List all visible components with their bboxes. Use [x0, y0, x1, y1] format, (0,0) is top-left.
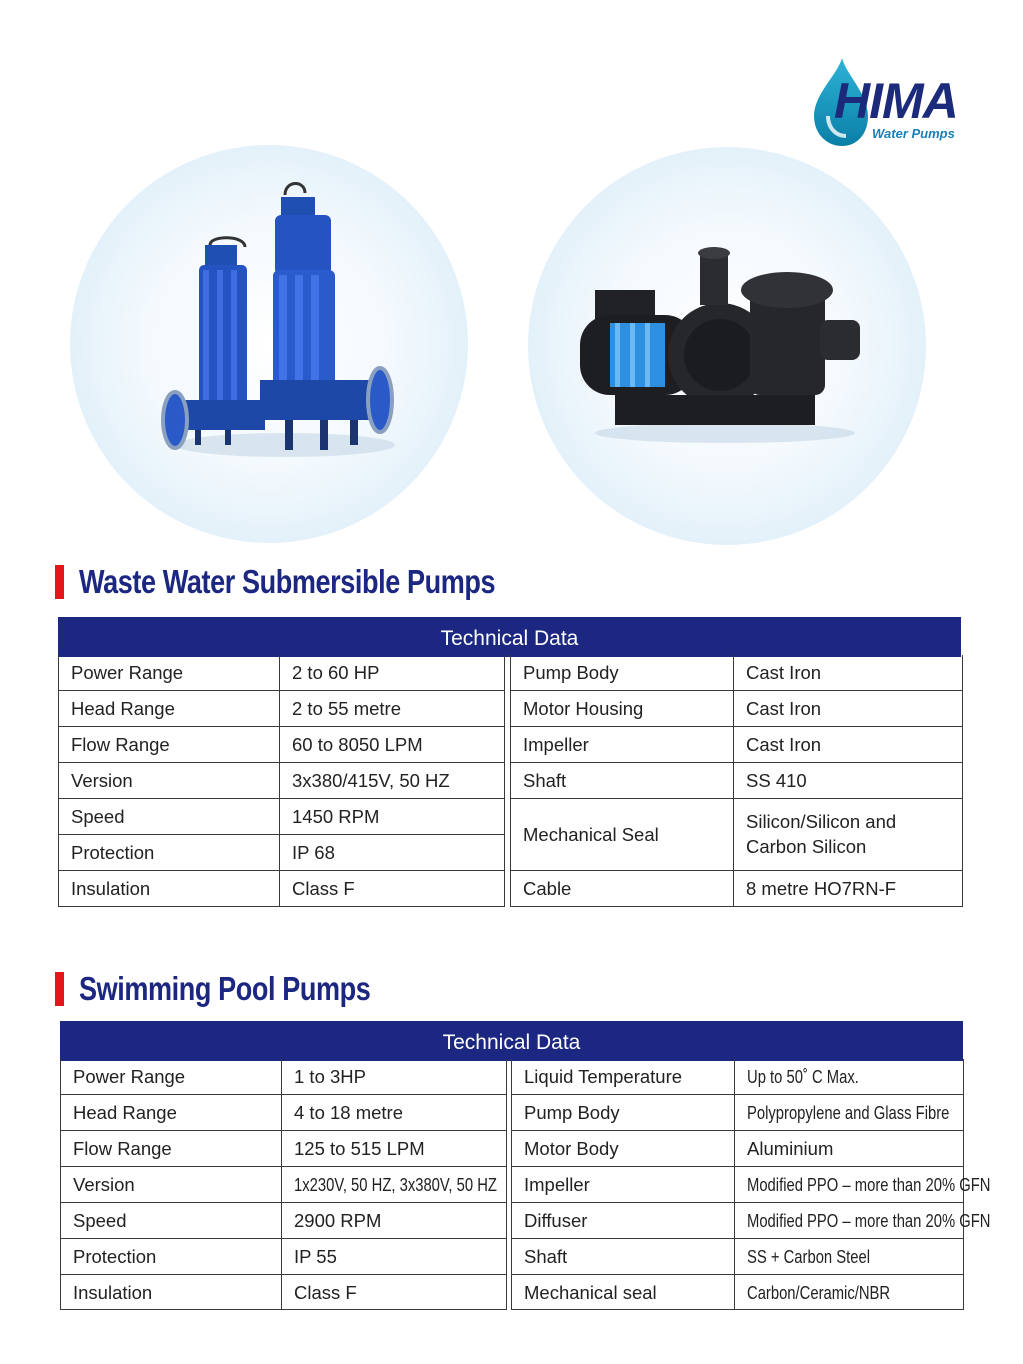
table-row: [59, 871, 504, 907]
spec-value: 1 to 3HP: [281, 1059, 506, 1094]
spec-value: 125 to 515 LPM: [281, 1131, 506, 1166]
spec-label: Motor Body: [524, 1137, 619, 1159]
table-row: [512, 1239, 963, 1275]
spec-value: 2900 RPM: [281, 1203, 506, 1238]
spec-label: Insulation: [73, 1281, 153, 1303]
spec-label: Speed: [71, 805, 125, 827]
table-row: [61, 1131, 506, 1167]
spec-value: 2 to 55 metre: [279, 691, 504, 726]
table-row: [512, 1167, 991, 1203]
spec-value-text: Carbon/Ceramic/NBR: [747, 1281, 891, 1303]
submersible-pump-image: [155, 175, 405, 465]
spec-value: [734, 1095, 963, 1130]
spec-value: Cast Iron: [733, 655, 962, 690]
spec-value: 8 metre HO7RN-F: [733, 871, 962, 907]
tech-table-left: [60, 1059, 507, 1310]
spec-value: [734, 1059, 963, 1094]
spec-label: Shaft: [523, 769, 567, 791]
spec-label: Version: [73, 1173, 135, 1195]
spec-value: [734, 1239, 963, 1274]
spec-label: Head Range: [71, 697, 175, 719]
spec-label: Mechanical Seal: [523, 823, 659, 845]
spec-label: Insulation: [71, 878, 151, 899]
spec-label: Motor Housing: [523, 697, 644, 719]
spec-label: Pump Body: [523, 661, 619, 683]
spec-label: Version: [71, 769, 133, 791]
table-row: [61, 1203, 506, 1239]
pool-pump-image: [575, 245, 870, 445]
table-row: [59, 727, 504, 763]
table-row: [59, 835, 504, 871]
tech-table-right: [511, 1059, 991, 1310]
waste-water-heading: [55, 563, 587, 601]
spec-value-text: Modified PPO – more than 20% GFN: [747, 1209, 991, 1231]
spec-value-text: 1x230V, 50 HZ, 3x380V, 50 HZ: [294, 1173, 497, 1195]
table-row: [511, 799, 962, 871]
table-row: [511, 655, 962, 691]
table-row: [512, 1275, 963, 1310]
spec-value: Cast Iron: [733, 727, 962, 762]
heading-accent-bar: [55, 565, 64, 599]
spec-value: 2 to 60 HP: [279, 655, 504, 690]
spec-value: [734, 1167, 991, 1202]
spec-label: Protection: [71, 841, 155, 863]
spec-value-text: Polypropylene and Glass Fibre: [747, 1101, 950, 1123]
spec-label: Protection: [73, 1245, 157, 1267]
spec-label: Shaft: [524, 1245, 568, 1267]
spec-value-text: Modified PPO – more than 20% GFN: [747, 1173, 991, 1195]
heading-accent-bar: [55, 972, 64, 1006]
spec-value: IP 55: [281, 1239, 506, 1274]
spec-value-text: SS + Carbon Steel: [747, 1245, 870, 1267]
spec-value: Class F: [281, 1275, 506, 1310]
spec-label: Liquid Temperature: [524, 1065, 683, 1087]
spec-label: Diffuser: [524, 1209, 588, 1231]
tech-table-left: [58, 655, 505, 907]
table-row: [59, 799, 504, 835]
table-row: [512, 1203, 991, 1239]
brand-logo: [806, 56, 971, 150]
spec-label: Mechanical seal: [524, 1281, 657, 1303]
spec-label: Impeller: [524, 1173, 590, 1195]
spec-value: SS 410: [733, 763, 962, 798]
spec-value: Class F: [279, 871, 504, 907]
table-row: [61, 1059, 506, 1095]
spec-label: Speed: [73, 1209, 127, 1231]
spec-value: 4 to 18 metre: [281, 1095, 506, 1130]
spec-value: Silicon/Silicon and Carbon Silicon: [733, 799, 962, 870]
table-row: [512, 1131, 963, 1167]
table-row: [61, 1275, 506, 1310]
spec-label: Power Range: [73, 1065, 186, 1087]
table-row: [61, 1239, 506, 1275]
table-row: [59, 655, 504, 691]
spec-value: 3x380/415V, 50 HZ: [279, 763, 504, 798]
table-row: [61, 1095, 506, 1131]
table-row: [59, 763, 504, 799]
table-row: [61, 1167, 506, 1203]
table-row: [59, 691, 504, 727]
spec-label: Pump Body: [524, 1101, 620, 1123]
spec-value: Cast Iron: [733, 691, 962, 726]
table-row: [511, 871, 962, 907]
tech-table-header: Technical Data: [60, 1021, 963, 1061]
pool-tech-table: [60, 1021, 991, 1311]
tech-table-header: Technical Data: [58, 617, 961, 657]
spec-label: Flow Range: [71, 733, 170, 755]
spec-label: Cable: [523, 878, 572, 899]
spec-value: [734, 1275, 963, 1310]
table-row: [512, 1059, 963, 1095]
brand-name: HIMA: [834, 73, 958, 129]
spec-value: [734, 1203, 991, 1238]
table-row: [511, 727, 962, 763]
pool-heading: [55, 970, 434, 1008]
table-row: [511, 763, 962, 799]
spec-label: Power Range: [71, 661, 184, 683]
spec-value: 1450 RPM: [279, 799, 504, 834]
spec-value: [281, 1167, 506, 1202]
spec-value: Aluminium: [734, 1131, 963, 1166]
waste-water-title: Waste Water Submersible Pumps: [79, 563, 496, 600]
spec-label: Head Range: [73, 1101, 177, 1123]
pool-title: Swimming Pool Pumps: [79, 970, 371, 1007]
table-row: [511, 691, 962, 727]
waste-water-tech-table: [58, 617, 963, 907]
table-row: [512, 1095, 963, 1131]
spec-value-text: Up to 50˚ C Max.: [747, 1065, 859, 1087]
tech-table-right: [510, 655, 963, 907]
spec-label: Impeller: [523, 733, 589, 755]
spec-value: 60 to 8050 LPM: [279, 727, 504, 762]
spec-label: Flow Range: [73, 1137, 172, 1159]
brand-tagline: Water Pumps: [872, 126, 955, 141]
spec-value: IP 68: [279, 835, 504, 870]
